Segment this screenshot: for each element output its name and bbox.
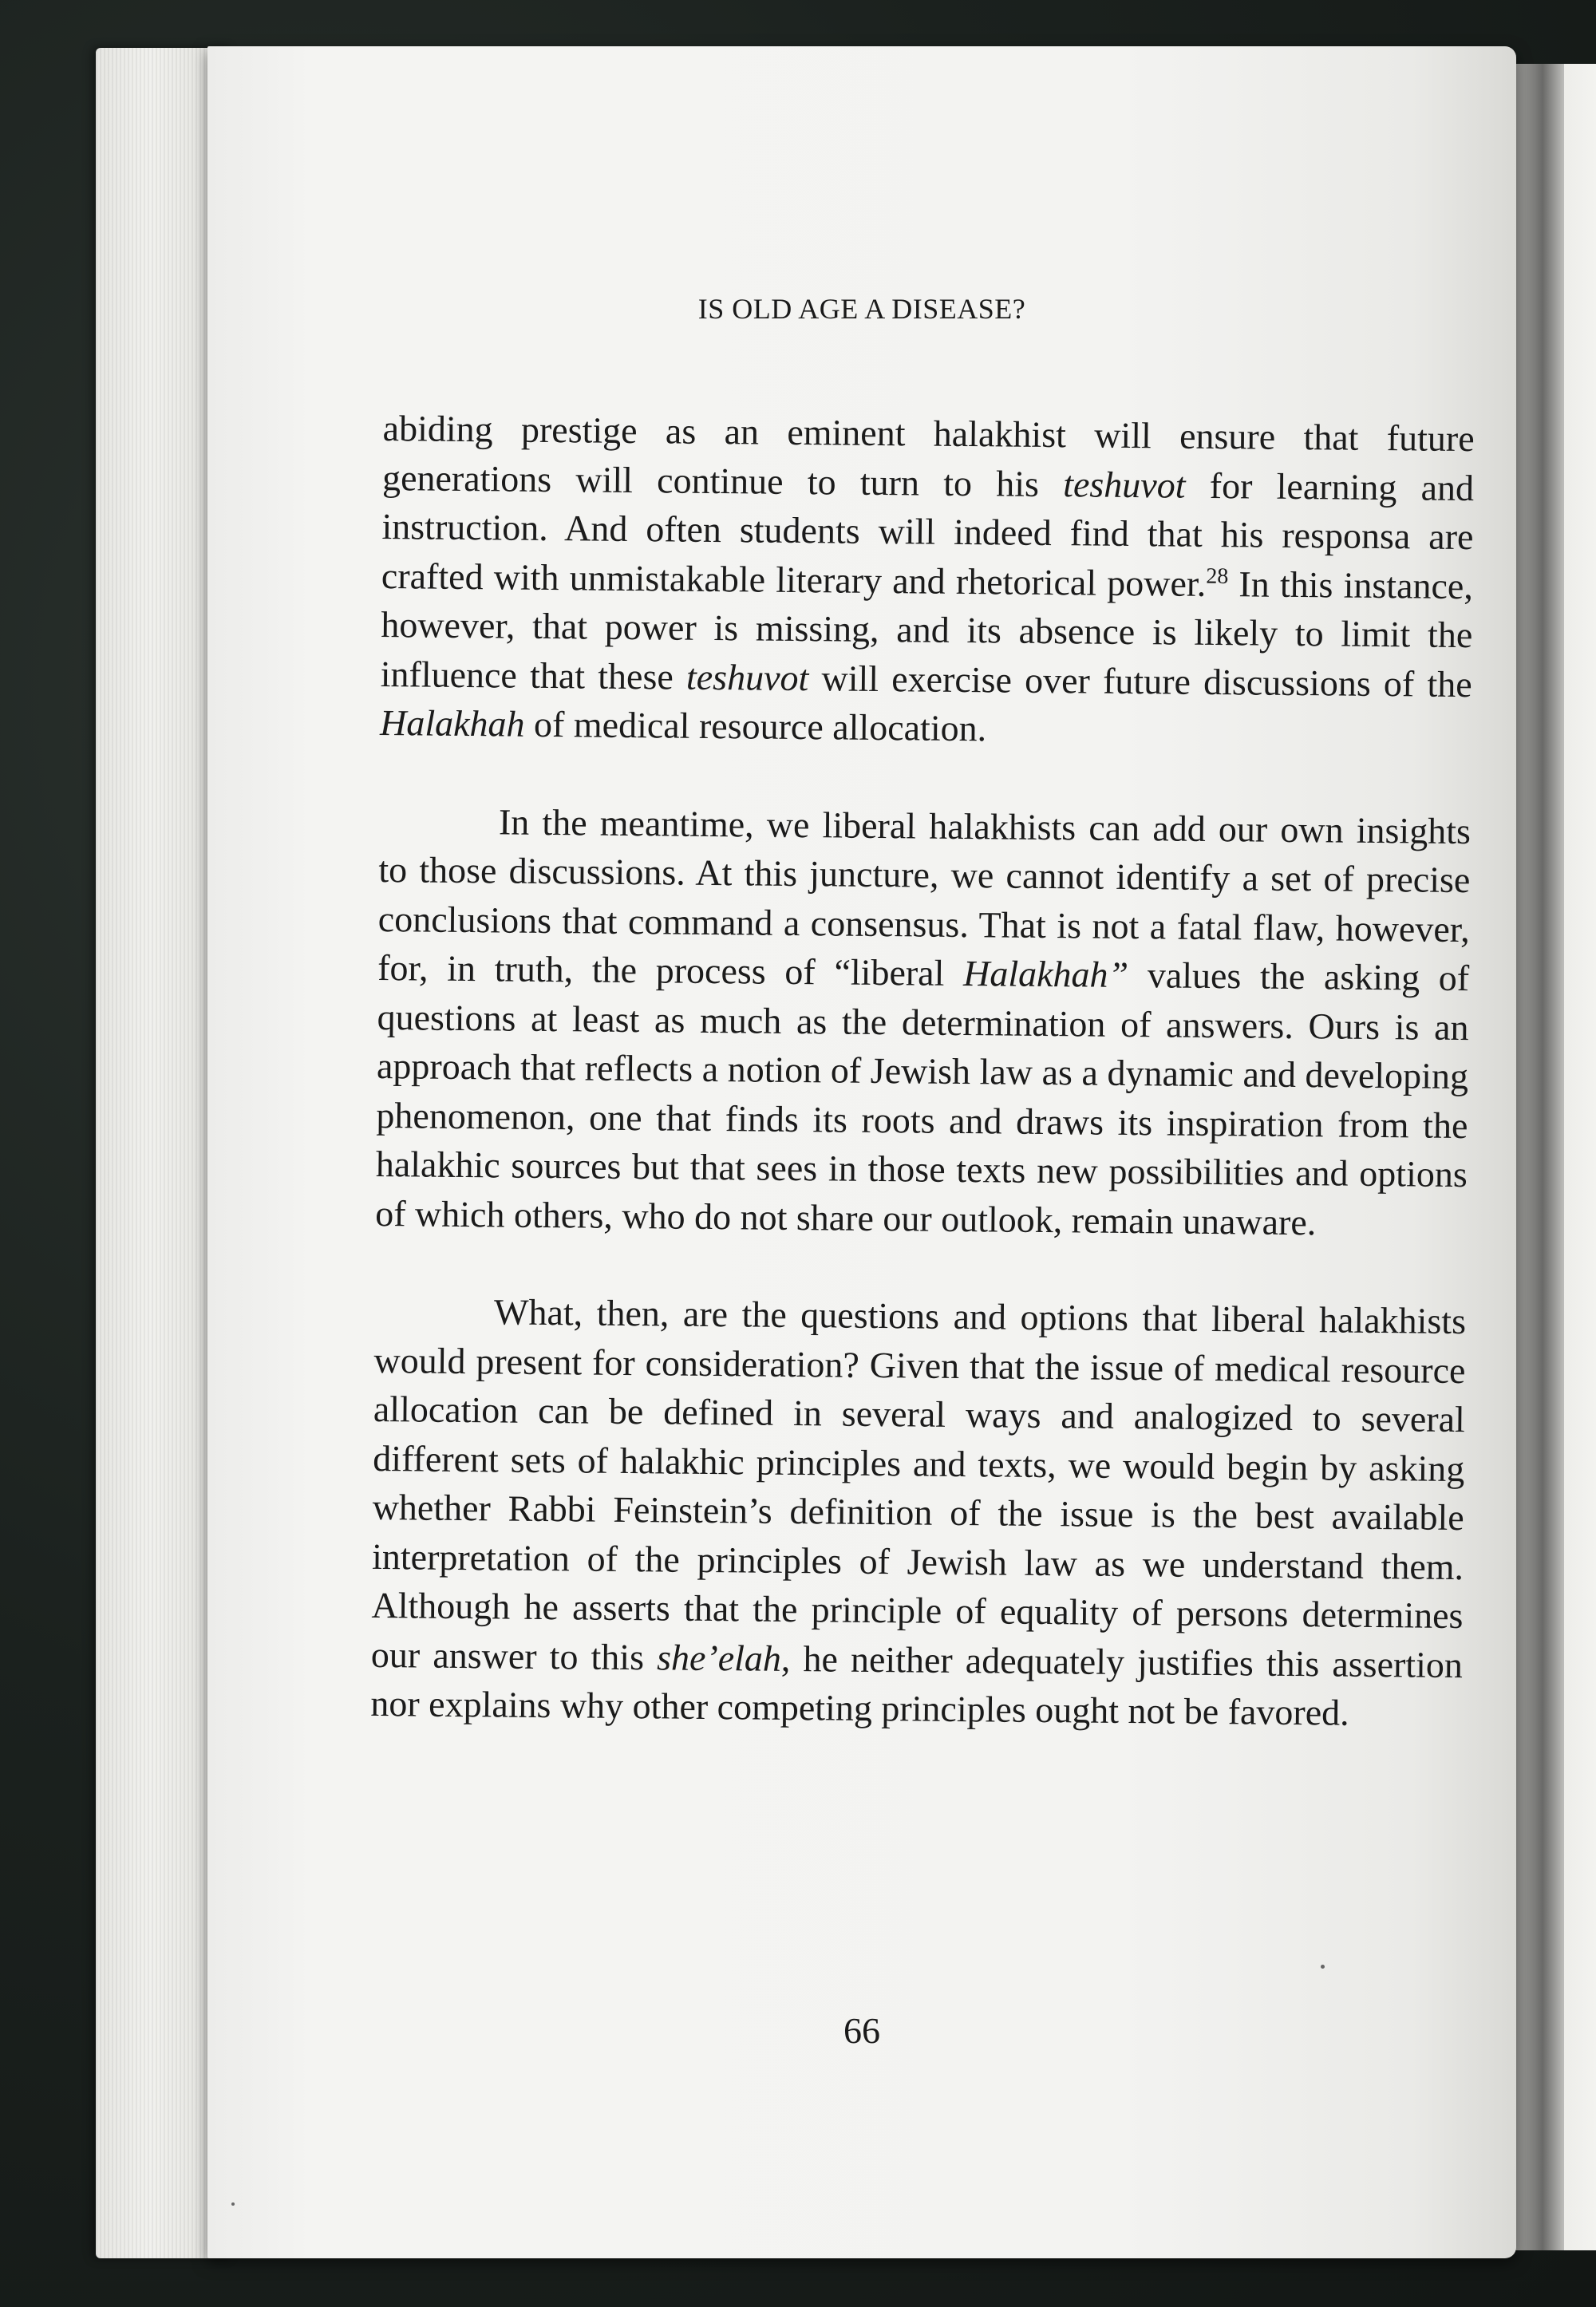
italic-term: Halakhah: [379, 701, 525, 745]
footnote-reference: 28: [1206, 563, 1229, 589]
paragraph-1: [380, 404, 1475, 758]
text-run: In the meantime, we liberal halakhists can add our own insights to those discussions. At this juncture, we cannot identify a set of precise conclusions that command a consensus. That is not a fatal flaw, however, for, in truth, the process of “liberal: [377, 800, 1472, 994]
running-head: IS OLD AGE A DISEASE?: [697, 293, 1026, 325]
text-run: In this instance, however, that power is missing, and its absence is likely to limit the influence that these: [380, 563, 1474, 697]
text-run: values the asking of questions at least as much as the determination of answers. Ours is an approach that reflects a notion of Jewish law as a dynamic and developing phenomenon, one that finds its roots and draws its inspiration from the halakhic sources but that sees in those texts new possibilities and options of which others, who do not share our outlook, remain unaware.: [375, 954, 1470, 1242]
dust-speck: [231, 2202, 235, 2206]
dust-speck: [1321, 1965, 1325, 1969]
page-number: 66: [843, 2010, 880, 2051]
text-run: What, then, are the questions and options that liberal halakhists would present for consideration? Given that the issue of medical resource allocation can be defined in several ways and analogized to several different sets of halakhic principles and texts, we would begin by asking whether Rabbi Feinstein’s definition of the issue is the best available interpretation of the principles of Jewish law as we understand them. Although he asserts that the principle of equality of persons determines our answer to this: [370, 1291, 1467, 1677]
text-run: of medical resource allocation.: [524, 703, 987, 749]
paragraph-3: [370, 1286, 1466, 1739]
text-run: , he neither adequately justifies this assertion nor explains why other competing principles ought not be favored.: [370, 1637, 1464, 1733]
paragraph-2: [375, 796, 1471, 1248]
italic-term: Halakhah”: [962, 953, 1129, 995]
italic-term: she’elah: [656, 1636, 782, 1679]
text-run: abiding prestige as an eminent halakhist will ensure that future generations will continue to turn to his: [381, 407, 1475, 504]
italic-term: teshuvot: [1062, 463, 1186, 506]
body-text: [370, 404, 1475, 1739]
text-run: will exercise over future discussions of the: [808, 657, 1472, 705]
italic-term: teshuvot: [685, 656, 809, 698]
book-page: [207, 46, 1516, 2258]
text-run: for learning and instruction. And often students will indeed find that his responsa are crafted with unmistakable literary and rhetorical power.: [381, 464, 1475, 604]
